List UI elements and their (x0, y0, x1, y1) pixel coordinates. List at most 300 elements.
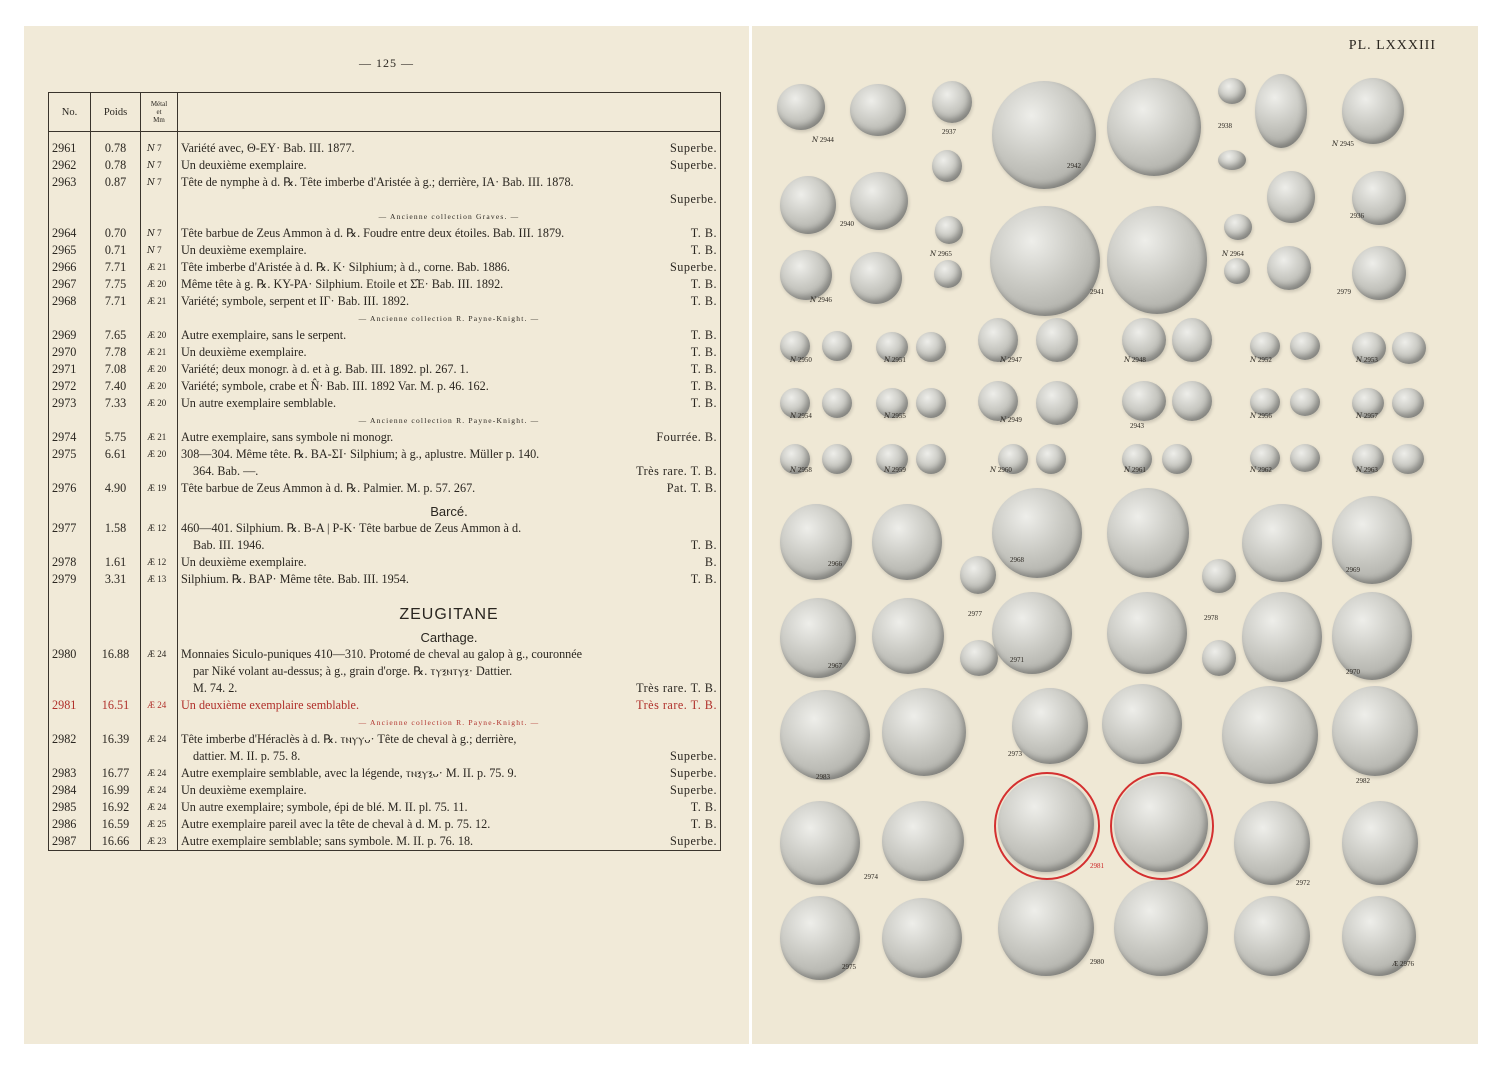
coin-photo (1234, 801, 1310, 885)
description-cell (178, 646, 721, 697)
description-line (181, 799, 717, 816)
header-no: No. (49, 93, 91, 132)
description-cell (178, 293, 721, 310)
weight-cell: 0.87 (91, 174, 141, 208)
grade-text: Très rare. T. B. (636, 464, 717, 478)
table-row (49, 782, 721, 799)
section-row (49, 588, 721, 623)
description-cell (178, 361, 721, 378)
coin-number-label: 𝑁 2954 (790, 412, 812, 420)
grade-text: Superbe. (670, 158, 717, 172)
coin-photo (850, 252, 902, 304)
coin-photo (780, 801, 860, 885)
weight-cell: 4.90 (91, 480, 141, 497)
header-weight: Poids (91, 93, 141, 132)
coin-plate-page (752, 26, 1478, 1044)
grade-text: T. B. (690, 379, 717, 393)
grade-text: T. B. (690, 362, 717, 376)
coin-photo (1218, 150, 1246, 170)
catalog-number: 2986 (49, 816, 91, 833)
catalog-body (49, 132, 721, 851)
description-text: Tête barbue de Zeus Ammon à d. ℞. Foudre entre deux étoiles. Bab. III. 1879. (181, 226, 565, 240)
table-row (49, 242, 721, 259)
metal-cell: Æ 21 (141, 429, 178, 446)
description-line (181, 748, 717, 765)
catalog-number (49, 208, 91, 225)
coin-photo (1392, 388, 1424, 418)
coin-photo (780, 250, 832, 300)
metal-cell: Æ 20 (141, 446, 178, 480)
coin-photo (1290, 444, 1320, 472)
description-text: Autre exemplaire pareil avec la tête de cheval à d. M. p. 75. 12. (181, 817, 491, 831)
metal-cell: 𝑁 7 (141, 242, 178, 259)
coin-number-label: 𝑁 2956 (1250, 412, 1272, 420)
catalog-number: 2966 (49, 259, 91, 276)
section-row (49, 714, 721, 731)
metal-cell: Æ 24 (141, 697, 178, 714)
table-row (49, 344, 721, 361)
coin-number-label: 𝑁 2961 (1124, 466, 1146, 474)
catalog-number: 2961 (49, 140, 91, 157)
coin-photo (1107, 488, 1189, 578)
coin-number-label: 𝑁 2955 (884, 412, 906, 420)
coin-photo (1224, 214, 1252, 240)
description-line (181, 537, 717, 554)
grade-text: Superbe. (670, 192, 717, 206)
catalog-number: 2987 (49, 833, 91, 851)
metal-cell: Æ 20 (141, 276, 178, 293)
catalog-number: 2976 (49, 480, 91, 497)
metal-cell: Æ 13 (141, 571, 178, 588)
description-text: Variété; symbole, crabe et N̂· Bab. III. 1892 Var. M. p. 46. 162. (181, 379, 489, 393)
coin-number-label: 𝑁 2952 (1250, 356, 1272, 364)
catalog-number (49, 310, 91, 327)
description-text: Variété avec, Θ-EY· Bab. III. 1877. (181, 141, 355, 155)
table-row (49, 731, 721, 765)
catalog-number: 2975 (49, 446, 91, 480)
coin-photo (960, 556, 996, 594)
coin-number-label: 𝑁 2945 (1332, 140, 1354, 148)
coin-photo (822, 331, 852, 361)
description-text: Un deuxième exemplaire. (181, 345, 307, 359)
table-row (49, 571, 721, 588)
description-cell (178, 799, 721, 816)
coin-photo (1242, 504, 1322, 582)
coin-number-label: 2974 (864, 873, 878, 881)
metal-cell: Æ 24 (141, 782, 178, 799)
grade-text: Superbe. (670, 141, 717, 155)
table-row (49, 446, 721, 480)
section-row (49, 310, 721, 327)
coin-photo (1290, 332, 1320, 360)
metal-cell (141, 310, 178, 327)
grade-text: Très rare. T. B. (636, 698, 717, 712)
grade-text: T. B. (690, 243, 717, 257)
coin-photo (1114, 880, 1208, 976)
weight-cell: 1.58 (91, 520, 141, 554)
description-text: Bab. III. 1946. (193, 538, 265, 552)
coin-number-label: 2975 (842, 963, 856, 971)
coin-photo (1012, 688, 1088, 764)
coin-photo (1234, 896, 1310, 976)
highlight-ring (1110, 772, 1214, 880)
coin-photo (1122, 381, 1166, 421)
coin-photo (1036, 318, 1078, 362)
table-row (49, 520, 721, 554)
description-line (181, 242, 717, 259)
description-line (181, 429, 717, 446)
coin-photo (777, 84, 825, 130)
description-cell (178, 395, 721, 412)
description-text: Variété; deux monogr. à d. et à g. Bab. III. 1892. pl. 267. 1. (181, 362, 469, 376)
table-row (49, 378, 721, 395)
metal-cell: Æ 24 (141, 731, 178, 765)
weight-cell: 16.99 (91, 782, 141, 799)
weight-cell: 16.39 (91, 731, 141, 765)
description-text: Un deuxième exemplaire. (181, 158, 307, 172)
table-row (49, 293, 721, 310)
metal-cell: Æ 24 (141, 799, 178, 816)
coin-number-label: 𝑁 2965 (930, 250, 952, 258)
description-cell (178, 520, 721, 554)
coin-photo (1172, 381, 1212, 421)
coin-number-label: 2971 (1010, 656, 1024, 664)
coin-photo (872, 504, 942, 580)
description-cell (178, 697, 721, 714)
catalog-number: 2978 (49, 554, 91, 571)
description-text: dattier. M. II. p. 75. 8. (193, 749, 301, 763)
spacer-cell (141, 132, 178, 141)
coin-photo (1102, 684, 1182, 764)
description-cell (178, 446, 721, 480)
coin-photo (992, 592, 1072, 674)
weight-cell: 0.78 (91, 140, 141, 157)
weight-cell (91, 714, 141, 731)
catalog-number: 2979 (49, 571, 91, 588)
weight-cell (91, 412, 141, 429)
weight-cell: 16.66 (91, 833, 141, 851)
coin-photo (1036, 381, 1078, 425)
coin-number-label: 2982 (1356, 777, 1370, 785)
description-cell (178, 259, 721, 276)
coin-photo (1290, 388, 1320, 416)
coin-photo (1392, 332, 1426, 364)
coin-number-label: 2943 (1130, 422, 1144, 430)
description-text: 308—304. Même tête. ℞. BA-ΣI· Silphium; à g., aplustre. Müller p. 140. (181, 447, 540, 461)
coin-photo (916, 388, 946, 418)
weight-cell (91, 623, 141, 646)
table-row (49, 816, 721, 833)
description-text: Un deuxième exemplaire semblable. (181, 698, 360, 712)
coin-number-label: 2941 (1090, 288, 1104, 296)
header-metal-top: Métal (150, 100, 168, 108)
table-row (49, 395, 721, 412)
metal-cell (141, 208, 178, 225)
weight-cell: 7.65 (91, 327, 141, 344)
coin-photo (1352, 246, 1406, 300)
grade-text: T. B. (690, 800, 717, 814)
coin-number-label: 𝑁 2949 (1000, 416, 1022, 424)
description-text: Autre exemplaire semblable, avec la légende, ⲧⲛⲝⲩⲝᴗ· M. II. p. 75. 9. (181, 766, 517, 780)
coin-photo (932, 81, 972, 123)
description-cell (178, 140, 721, 157)
description-line (181, 680, 717, 697)
description-text: 364. Bab. —. (193, 464, 259, 478)
weight-cell (91, 588, 141, 623)
catalog-number: 2973 (49, 395, 91, 412)
description-cell (178, 429, 721, 446)
coin-number-label: 𝑁 2950 (790, 356, 812, 364)
grade-text: Superbe. (670, 260, 717, 274)
table-header-row (49, 93, 721, 132)
description-line (181, 571, 717, 588)
coin-number-label: 𝑁 2960 (990, 466, 1012, 474)
coin-photo (850, 84, 906, 136)
table-row (49, 799, 721, 816)
coin-photo (935, 216, 963, 244)
metal-cell: Æ 21 (141, 344, 178, 361)
coin-photo (1267, 171, 1315, 223)
weight-cell: 3.31 (91, 571, 141, 588)
description-text: Autre exemplaire, sans symbole ni monogr. (181, 430, 394, 444)
coin-photo (1242, 592, 1322, 682)
weight-cell: 7.33 (91, 395, 141, 412)
description-cell (178, 174, 721, 208)
coin-number-label: 𝑁 2946 (810, 296, 832, 304)
metal-cell (141, 497, 178, 520)
coin-photo (1392, 444, 1424, 474)
coin-photo (850, 172, 908, 230)
coin-number-label: Æ 2976 (1392, 960, 1414, 968)
plate-label: PL. LXXXIII (1348, 38, 1436, 53)
catalog-number: 2985 (49, 799, 91, 816)
section-row (49, 412, 721, 429)
description-text: Monnaies Siculo-puniques 410—310. Protomé de cheval au galop à g., couronnée (181, 647, 583, 661)
spacer-cell (91, 132, 141, 141)
description-line (181, 140, 717, 157)
coin-number-label: 𝑁 2958 (790, 466, 812, 474)
metal-cell: Æ 20 (141, 395, 178, 412)
description-text: Autre exemplaire, sans le serpent. (181, 328, 347, 342)
description-cell (178, 554, 721, 571)
description-cell (178, 225, 721, 242)
table-row (49, 429, 721, 446)
coin-photo (1222, 686, 1318, 784)
section-row (49, 623, 721, 646)
coin-number-label: 𝑁 2962 (1250, 466, 1272, 474)
description-line (181, 697, 717, 714)
description-cell (178, 157, 721, 174)
weight-cell (91, 208, 141, 225)
metal-cell: 𝑁 7 (141, 174, 178, 208)
catalog-number: 2977 (49, 520, 91, 554)
coin-photo (1332, 496, 1412, 584)
description-line (181, 395, 717, 412)
table-row (49, 276, 721, 293)
metal-cell: 𝑁 7 (141, 157, 178, 174)
description-line (181, 225, 717, 242)
description-line (181, 361, 717, 378)
metal-cell (141, 623, 178, 646)
provenance-note: — Ancienne collection R. Payne-Knight. — (178, 714, 721, 731)
metal-cell: Æ 23 (141, 833, 178, 851)
description-line (181, 344, 717, 361)
coin-number-label: 𝑁 2951 (884, 356, 906, 364)
description-cell (178, 731, 721, 765)
coin-photo (1218, 78, 1246, 104)
coin-number-label: 𝑁 2948 (1124, 356, 1146, 364)
weight-cell: 0.71 (91, 242, 141, 259)
provenance-note: — Ancienne collection R. Payne-Knight. — (178, 310, 721, 327)
catalog-number: 2962 (49, 157, 91, 174)
coin-photo (932, 150, 962, 182)
coin-number-label: 2972 (1296, 879, 1310, 887)
highlight-ring (994, 772, 1100, 880)
metal-cell: 𝑁 7 (141, 140, 178, 157)
grade-text: Pat. T. B. (666, 481, 717, 495)
spacer-row (49, 132, 721, 141)
header-metal (141, 93, 178, 132)
table-row (49, 480, 721, 497)
catalog-number: 2974 (49, 429, 91, 446)
coin-photo (998, 880, 1094, 976)
weight-cell: 7.75 (91, 276, 141, 293)
coin-photo (780, 504, 852, 580)
grade-text: T. B. (690, 328, 717, 342)
description-text: Un deuxième exemplaire. (181, 783, 307, 797)
catalog-number: 2972 (49, 378, 91, 395)
description-line (181, 191, 717, 208)
description-text: Variété; symbole, serpent et IΓ· Bab. III. 1892. (181, 294, 410, 308)
description-cell (178, 833, 721, 851)
table-row (49, 697, 721, 714)
weight-cell: 7.40 (91, 378, 141, 395)
coin-catalog-table (48, 92, 721, 851)
description-line (181, 157, 717, 174)
description-line (181, 816, 717, 833)
description-line (181, 520, 717, 537)
weight-cell: 16.59 (91, 816, 141, 833)
coin-photo (1036, 444, 1066, 474)
table-row (49, 646, 721, 697)
coin-photo (1332, 686, 1418, 776)
metal-cell: Æ 20 (141, 378, 178, 395)
grade-text: T. B. (690, 277, 717, 291)
coin-number-label: 2940 (840, 220, 854, 228)
catalog-number: 2968 (49, 293, 91, 310)
coin-number-label: 2979 (1337, 288, 1351, 296)
weight-cell: 7.78 (91, 344, 141, 361)
description-text: 460—401. Silphium. ℞. B-A | P-K· Tête barbue de Zeus Ammon à d. (181, 521, 522, 535)
grade-text: Très rare. T. B. (636, 681, 717, 695)
coin-photo (882, 688, 966, 776)
coin-number-label: 2967 (828, 662, 842, 670)
metal-cell: Æ 24 (141, 646, 178, 697)
catalog-page (24, 26, 749, 1044)
weight-cell: 5.75 (91, 429, 141, 446)
grade-text: Superbe. (670, 749, 717, 763)
table-row (49, 833, 721, 851)
catalog-number (49, 714, 91, 731)
provenance-note: — Ancienne collection Graves. — (178, 208, 721, 225)
catalog-number: 2967 (49, 276, 91, 293)
coin-number-label: 2966 (828, 560, 842, 568)
metal-cell: Æ 20 (141, 361, 178, 378)
metal-cell (141, 412, 178, 429)
coin-photo (1202, 640, 1236, 676)
description-text: Tête de nymphe à d. ℞. Tête imberbe d'Aristée à g.; derrière, IA· Bab. III. 1878. (181, 175, 574, 189)
description-cell (178, 276, 721, 293)
table-row (49, 259, 721, 276)
coin-number-label: 2942 (1067, 162, 1081, 170)
grade-text: T. B. (690, 396, 717, 410)
coin-photo (1332, 592, 1412, 680)
spacer-cell (49, 132, 91, 141)
coin-photo (780, 176, 836, 234)
description-line (181, 174, 717, 191)
page-number: — 125 — (359, 56, 414, 70)
coin-photo (780, 598, 856, 678)
header-metal-mid: et (156, 108, 162, 116)
coin-number-label: 2937 (942, 128, 956, 136)
metal-cell (141, 714, 178, 731)
coin-number-label: 𝑁 2944 (812, 136, 834, 144)
coin-photo (1107, 78, 1201, 176)
coin-photo (978, 381, 1018, 421)
coin-photo (1255, 74, 1307, 148)
description-line (181, 554, 717, 571)
description-line (181, 463, 717, 480)
coin-photo (1267, 246, 1311, 290)
grade-text: T. B. (690, 538, 717, 552)
description-line (181, 782, 717, 799)
header-metal-bot: Mm (153, 116, 165, 124)
section-row (49, 208, 721, 225)
weight-cell: 16.88 (91, 646, 141, 697)
metal-cell: Æ 21 (141, 293, 178, 310)
spacer-cell (178, 132, 721, 141)
weight-cell: 7.08 (91, 361, 141, 378)
coin-photo (822, 388, 852, 418)
coin-number-label: 2977 (968, 610, 982, 618)
coin-photo (934, 260, 962, 288)
description-text: Autre exemplaire semblable; sans symbole. M. II. p. 76. 18. (181, 834, 474, 848)
provenance-note: — Ancienne collection R. Payne-Knight. — (178, 412, 721, 429)
section-heading: Barcé. (178, 497, 721, 520)
coin-number-label: 2936 (1350, 212, 1364, 220)
grade-text: Superbe. (670, 783, 717, 797)
description-line (181, 765, 717, 782)
description-cell (178, 242, 721, 259)
description-line (181, 646, 717, 663)
coin-photo (1107, 592, 1187, 674)
coin-photo (882, 898, 962, 978)
catalog-number: 2983 (49, 765, 91, 782)
catalog-number (49, 623, 91, 646)
description-text: Tête imberbe d'Aristée à d. ℞. K· Silphium; à d., corne. Bab. 1886. (181, 260, 510, 274)
description-text: Tête imberbe d'Héraclès à d. ℞. ⲧⲛⲩⲩᴗ· Tête de cheval à g.; derrière, (181, 732, 517, 746)
coin-number-label: 2969 (1346, 566, 1360, 574)
weight-cell: 16.51 (91, 697, 141, 714)
metal-cell: Æ 12 (141, 554, 178, 571)
metal-cell: Æ 12 (141, 520, 178, 554)
coin-photo (916, 444, 946, 474)
coin-photo (1342, 801, 1418, 885)
description-line (181, 276, 717, 293)
coin-photo (916, 332, 946, 362)
coin-number-label: 2983 (816, 773, 830, 781)
description-text: Même tête à g. ℞. KY-PA· Silphium. Etoile et Σ̂Ε· Bab. III. 1892. (181, 277, 504, 291)
